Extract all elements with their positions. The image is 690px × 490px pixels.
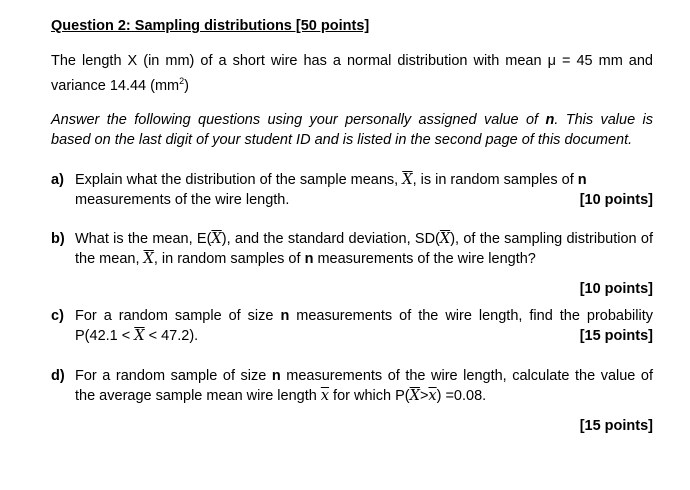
n-symbol: n bbox=[280, 308, 290, 324]
instructions-text: Answer the following questions using your personally assigned value of bbox=[51, 112, 546, 128]
question-title: Question 2: Sampling distributions [50 points] bbox=[51, 18, 370, 34]
part-a-text-1: Explain what the distribution of the sample means, bbox=[75, 172, 403, 188]
part-a-text-2: , is in random samples of bbox=[412, 172, 578, 188]
part-d-text-1: For a random sample of size bbox=[75, 368, 272, 384]
part-c-text-1: For a random sample of size bbox=[75, 308, 281, 324]
part-d-label: d) bbox=[51, 368, 65, 384]
part-d-points: [15 points] bbox=[579, 418, 653, 434]
part-c-label: c) bbox=[51, 308, 64, 324]
intro-text: The length X (in mm) of a short wire has a normal distribution with mean μ = 45 mm and variance 14.44 (mm bbox=[51, 53, 653, 94]
n-symbol: n bbox=[271, 368, 281, 384]
part-b bbox=[51, 229, 653, 299]
part-d-text-4: > bbox=[419, 388, 429, 404]
xbar-small-symbol: $\overline{x}$ bbox=[428, 388, 437, 404]
part-b-label: b) bbox=[51, 231, 65, 247]
part-c-text-2: measurements of the wire length, find the probability P(42.1 < bbox=[75, 308, 653, 344]
intro-superscript: 2 bbox=[179, 76, 185, 86]
instructions bbox=[51, 110, 653, 150]
part-b-text-4: , in random samples of bbox=[153, 251, 305, 267]
part-d bbox=[51, 366, 653, 436]
part-a bbox=[51, 170, 653, 210]
part-d-text-5: ) =0.08. bbox=[436, 388, 487, 404]
xbar-symbol: $\overline{X}$ bbox=[439, 231, 451, 247]
xbar-symbol: $\overline{X}$ bbox=[409, 388, 420, 404]
part-b-text-3: ), of the sampling distribution of the mean, bbox=[75, 231, 653, 267]
part-d-text-3: for which P( bbox=[329, 388, 410, 404]
n-symbol: n bbox=[304, 251, 314, 267]
part-b-text-5: measurements of the wire length? bbox=[313, 251, 536, 267]
part-b-text-2: ), and the standard deviation, SD( bbox=[221, 231, 440, 247]
question-intro bbox=[51, 51, 653, 96]
n-symbol: n bbox=[577, 172, 587, 188]
part-b-text-1: What is the mean, E( bbox=[75, 231, 212, 247]
part-c bbox=[51, 306, 653, 346]
xbar-symbol: $\overline{X}$ bbox=[143, 251, 154, 267]
intro-text-end: ) bbox=[184, 77, 189, 94]
xbar-symbol: $\overline{X}$ bbox=[211, 231, 222, 247]
instructions-n: n bbox=[545, 112, 555, 128]
part-a-text bbox=[75, 170, 653, 210]
part-b-text bbox=[75, 229, 653, 269]
part-d-text bbox=[75, 366, 653, 406]
xbar-symbol: $\overline{X}$ bbox=[402, 172, 413, 188]
xbar-symbol: $\overline{X}$ bbox=[134, 328, 145, 344]
part-c-text-3: < 47.2). bbox=[144, 328, 199, 344]
instructions-text-end: . This value is based on the last digit of your student ID and is listed in the second page of this document. bbox=[51, 112, 653, 148]
part-d-text-2: measurements of the wire length, calculate the value of the average sample mean wire length bbox=[75, 368, 654, 404]
xbar-small-symbol: $\overline{x}$ bbox=[320, 388, 330, 404]
part-c-points: [15 points] bbox=[579, 328, 653, 344]
part-b-points: [10 points] bbox=[579, 281, 653, 297]
part-a-points: [10 points] bbox=[579, 192, 653, 208]
part-a-label: a) bbox=[51, 172, 64, 188]
part-c-text bbox=[75, 306, 653, 346]
part-a-text-3: measurements of the wire length. bbox=[75, 192, 290, 208]
